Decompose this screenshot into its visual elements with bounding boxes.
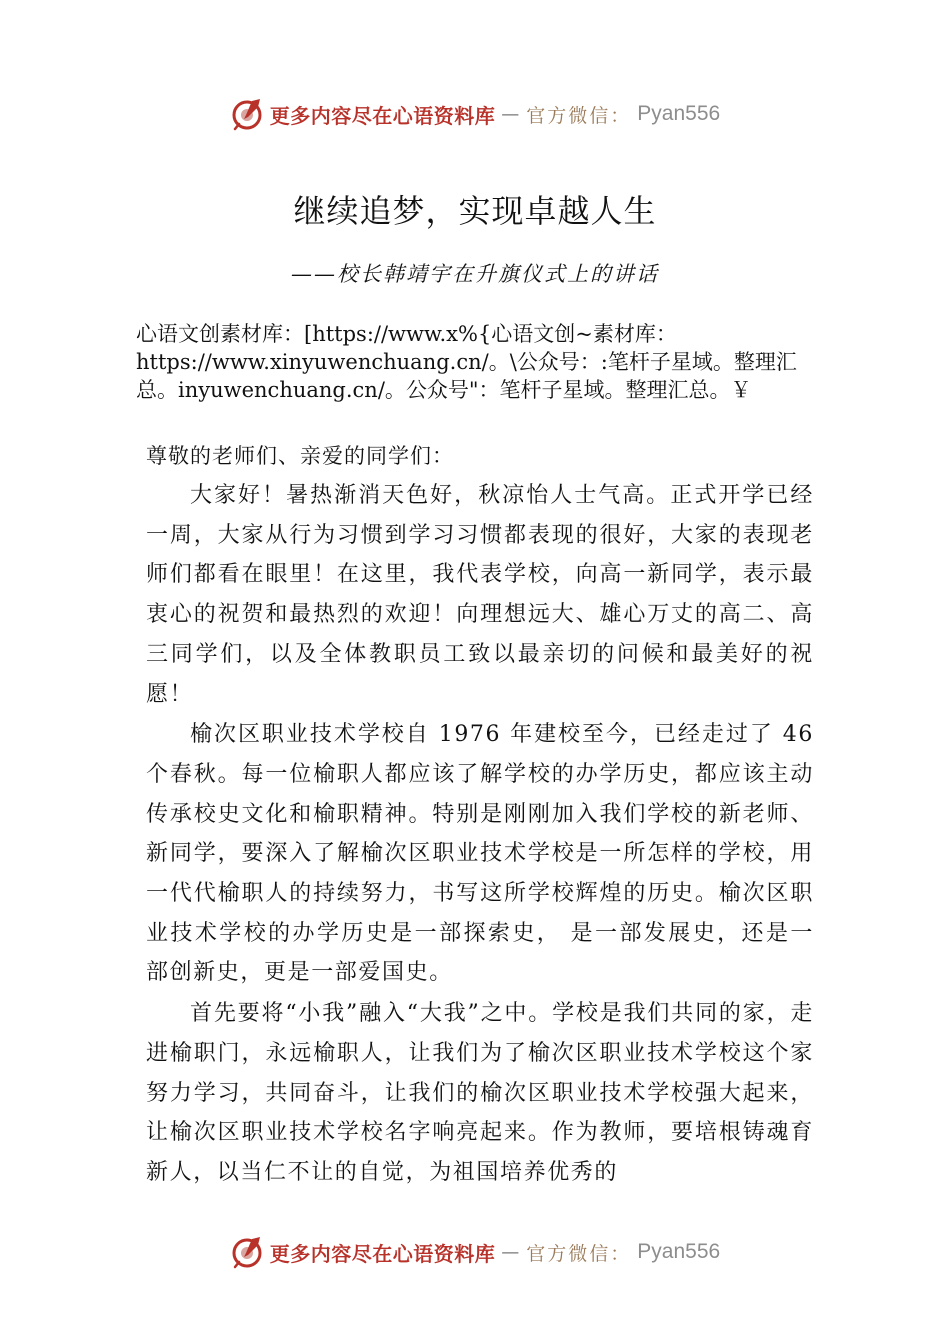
document-subtitle: ——校长韩靖宇在升旗仪式上的讲话 [291,262,659,286]
banner-brand-text: 更多内容尽在心语资料库 [269,1241,496,1266]
banner-wechat-id: Pyan556 [637,1240,721,1263]
speech-body [146,476,814,1194]
banner-separator: — [501,1241,521,1263]
document-title: 继续追梦，实现卓越人生 [293,192,657,230]
pen-logo-icon [230,1235,264,1269]
source-note: 心语文创素材库：[https://www.x%{心语文创~素材库：https://www.xinyuwenchuang.cn/。\公众号：:笔杆子星域。整理汇总。inyuwenchuang.cn/。公众号"：笔杆子星域。整理汇总。￥ [136,322,797,402]
banner-wechat-label: 官方微信： [526,1242,632,1265]
header-banner [0,94,950,134]
banner-brand-text: 更多内容尽在心语资料库 [269,103,496,128]
banner-wechat-label: 官方微信： [526,104,632,127]
footer-banner [0,1232,950,1272]
paragraph: 榆次区职业技术学校自 1976 年建校至今，已经走过了 46 个春秋。每一位榆职人都应该了解学校的办学历史，都应该主动传承校史文化和榆职精神。特别是刚刚加入我们学校的新老师、新同学，要深入了解榆次区职业技术学校是一所怎样的学校，用一代代榆职人的持续努力，书写这所学校辉煌的历史。榆次区职业技术学校的办学历史是一部探索史， 是一部发展史，还是一部创新史，更是一部爱国史。 [146,722,814,986]
salutation: 尊敬的老师们、亲爱的同学们： [146,444,454,468]
banner-separator: — [501,103,521,125]
paragraph: 大家好！暑热渐消天色好，秋凉怡人士气高。正式开学已经一周，大家从行为习惯到学习习惯都表现的很好，大家的表现老师们都看在眼里！在这里，我代表学校，向高一新同学，表示最衷心的祝贺和最热烈的欢迎！向理想远大、雄心万丈的高二、高三同学们，以及全体教职员工致以最亲切的问候和最美好的祝愿！ [146,483,814,707]
paragraph: 首先要将“小我”融入“大我”之中。学校是我们共同的家，走进榆职门，永远榆职人，让我们为了榆次区职业技术学校这个家努力学习，共同奋斗，让我们的榆次区职业技术学校强大起来，让榆次区职业技术学校名字响亮起来。作为教师，要培根铸魂育新人，以当仁不让的自觉，为祖国培养优秀的 [146,1001,814,1185]
pen-logo-icon [230,97,264,131]
banner-wechat-id: Pyan556 [637,102,721,125]
